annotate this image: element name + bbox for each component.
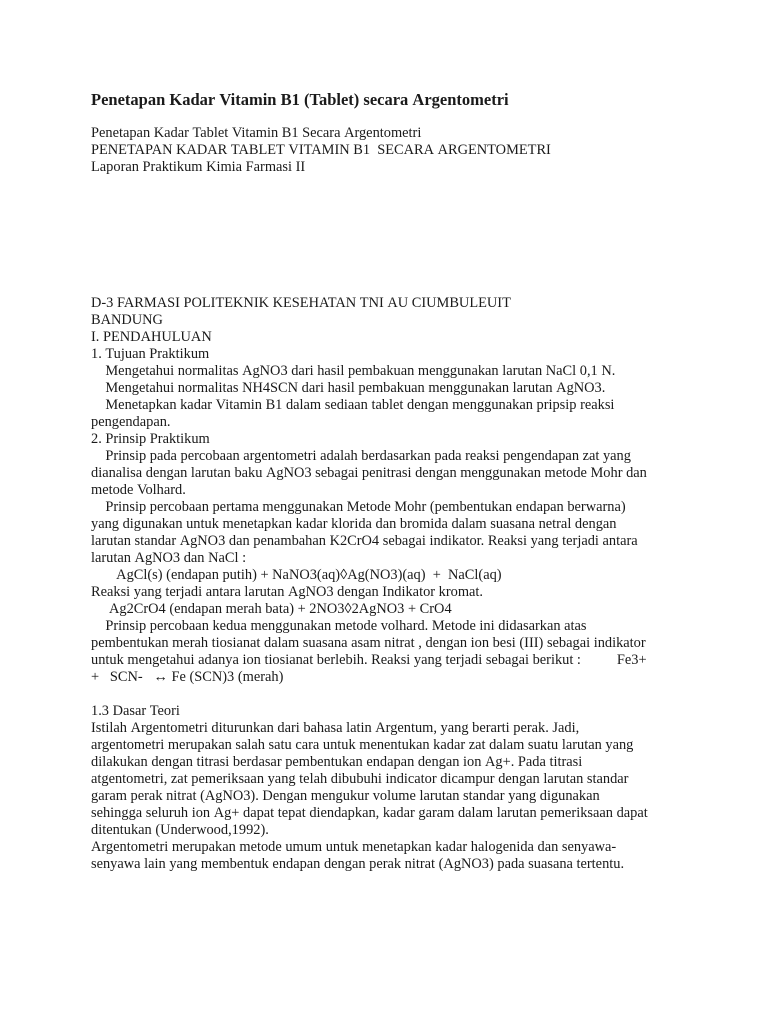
text-line: untuk mengetahui adanya ion tiosianat berlebih. Reaksi yang terjadi sebagai berikut : Fe3+: [91, 652, 647, 668]
text-line: larutan AgNO3 dan NaCl :: [91, 550, 247, 566]
text-line: pengendapan.: [91, 414, 171, 430]
text-line: Menetapkan kadar Vitamin B1 dalam sediaan tablet dengan menggunakan pripsip reaksi: [91, 397, 615, 413]
text-line: Mengetahui normalitas AgNO3 dari hasil pembakuan menggunakan larutan NaCl 0,1 N.: [91, 363, 616, 379]
text-line: Argentometri merupakan metode umum untuk menetapkan kadar halogenida dan senyawa-: [91, 839, 617, 855]
text-line: 2. Prinsip Praktikum: [91, 431, 210, 447]
text-line: senyawa lain yang membentuk endapan dengan perak nitrat (AgNO3) pada suasana tertentu.: [91, 856, 625, 872]
text-line: 1.3 Dasar Teori: [91, 703, 180, 719]
text-line: Prinsip percobaan kedua menggunakan metode volhard. Metode ini didasarkan atas: [91, 618, 587, 634]
text-line: argentometri merupakan salah satu cara untuk menentukan kadar zat dalam suatu larutan yang: [91, 737, 634, 753]
text-line: atgentometri, zat pemeriksaan yang telah dibubuhi indicator dicampur dengan larutan standar: [91, 771, 629, 787]
text-line: dilakukan dengan titrasi berdasar pembentukan endapan dengan ion Ag+. Pada titrasi: [91, 754, 583, 770]
text-line: garam perak nitrat (AgNO3). Dengan mengukur volume larutan standar yang digunakan: [91, 788, 600, 804]
text-line: Istilah Argentometri diturunkan dari bahasa latin Argentum, yang berarti perak. Jadi,: [91, 720, 580, 736]
text-line: Prinsip pada percobaan argentometri adalah berdasarkan pada reaksi pengendapan zat yang: [91, 448, 631, 464]
text-line: larutan standar AgNO3 dan penambahan K2CrO4 sebagai indikator. Reaksi yang terjadi antara: [91, 533, 638, 549]
text-line: I. PENDAHULUAN: [91, 329, 212, 345]
text-line: pembentukan merah tiosianat dalam suasana asam nitrat , dengan ion besi (III) sebagai indikator: [91, 635, 646, 651]
text-line: BANDUNG: [91, 312, 163, 328]
text-line: yang digunakan untuk menetapkan kadar klorida dan bromida dalam suasana netral dengan: [91, 516, 617, 532]
header-line: Laporan Praktikum Kimia Farmasi II: [91, 159, 306, 175]
blank-line: [91, 686, 681, 703]
text-line: 1. Tujuan Praktikum: [91, 346, 210, 362]
document-title: Penetapan Kadar Vitamin B1 (Tablet) secara Argentometri: [91, 90, 509, 109]
header-line: PENETAPAN KADAR TABLET VITAMIN B1 SECARA ARGENTOMETRI: [91, 142, 551, 158]
text-line: + SCN- ↔ Fe (SCN)3 (merah): [91, 669, 284, 685]
header-line: Penetapan Kadar Tablet Vitamin B1 Secara Argentometri: [91, 125, 422, 141]
text-line: Mengetahui normalitas NH4SCN dari hasil pembakuan menggunakan larutan AgNO3.: [91, 380, 606, 396]
text-line: dianalisa dengan larutan baku AgNO3 sebagai penitrasi dengan menggunakan metode Mohr dan: [91, 465, 647, 481]
document-header: [91, 125, 681, 176]
text-line: D-3 FARMASI POLITEKNIK KESEHATAN TNI AU CIUMBULEUIT: [91, 295, 511, 311]
text-line: Ag2CrO4 (endapan merah bata) + 2NO3◊2AgNO3 + CrO4: [91, 601, 452, 617]
text-line: ditentukan (Underwood,1992).: [91, 822, 269, 838]
text-line: sehingga seluruh ion Ag+ dapat tepat diendapkan, kadar garam dalam larutan pemeriksaan dapat: [91, 805, 648, 821]
text-line: Reaksi yang terjadi antara larutan AgNO3 dengan Indikator kromat.: [91, 584, 484, 600]
text-line: Prinsip percobaan pertama menggunakan Metode Mohr (pembentukan endapan berwarna): [91, 499, 626, 515]
text-line: AgCl(s) (endapan putih) + NaNO3(aq)◊Ag(NO3)(aq) + NaCl(aq): [91, 567, 502, 583]
text-line: metode Volhard.: [91, 482, 186, 498]
document-body: [91, 295, 681, 873]
